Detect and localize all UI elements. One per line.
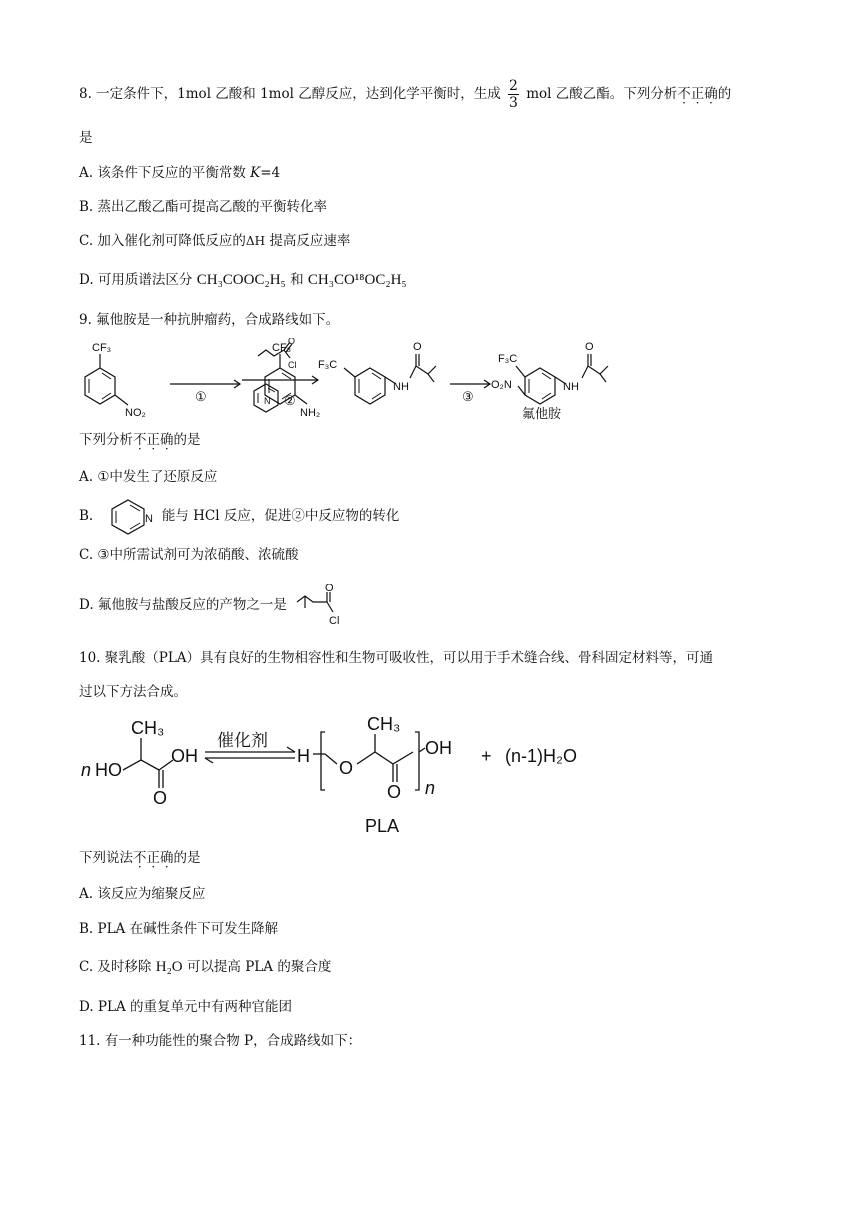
step-2-label: ② <box>284 393 296 408</box>
q10-ask <box>79 848 201 868</box>
q10-stem-line1: 10. 聚乳酸（PLA）具有良好的生物相容性和生物可吸收性，可以用于手术缝合线、骨科固定材料等，可通 <box>79 650 714 666</box>
q9-option-b <box>79 506 399 526</box>
catalyst-label: 催化剂 <box>217 731 268 750</box>
q9-stem: 9. 氟他胺是一种抗肿瘤药，合成路线如下。 <box>79 312 340 328</box>
q8-c-delta: ΔH <box>245 234 266 248</box>
plus-sign: + <box>481 746 492 766</box>
q8-stem <box>79 78 731 111</box>
q8-stem-line2: 是 <box>79 130 93 146</box>
oh-label-2: OH <box>425 738 452 758</box>
q8-option-c <box>79 231 350 251</box>
q8-stem-post: mol 乙酸乙酯。下列分析 <box>526 86 678 102</box>
q10-ask-pre: 下列说法 <box>79 850 133 866</box>
water-term: (n-1)H₂O <box>505 746 577 766</box>
ch3-label-1: CH₃ <box>131 718 165 738</box>
h-label: H <box>297 746 310 766</box>
q10-option-a: A. 该反应为缩聚反应 <box>79 886 206 902</box>
left-bracket <box>321 732 325 790</box>
q8-a-text: A. 该条件下反应的平衡常数 <box>79 165 246 181</box>
step-1-label: ① <box>195 389 207 404</box>
q10-pla-equation <box>75 712 615 840</box>
f3c-label-3: F₃C <box>318 359 338 371</box>
pyridine-n-label: N <box>264 396 271 406</box>
q9-emph-2: 正 <box>146 432 160 448</box>
q10-c-formula: H₂O <box>155 959 183 975</box>
q8-frac-num: 2 <box>509 78 518 94</box>
q9-option-c: C. ③中所需试剂可为浓硝酸、浓硫酸 <box>79 547 299 563</box>
q9-d-pre: D. 氟他胺与盐酸反应的产物之一是 <box>79 597 287 613</box>
q9-emph-3: 确 <box>160 432 174 448</box>
q8-c-post: 提高反应速率 <box>269 233 351 249</box>
acyl-cl-label: Cl <box>288 360 297 370</box>
o-label-3: O <box>413 341 422 353</box>
q8-c-pre: C. 加入催化剂可降低反应的 <box>79 233 246 249</box>
q8-a-k: K <box>250 165 261 181</box>
pyridine-structure <box>102 496 158 536</box>
q8-d-pre: D. 可用质谱法区分 <box>79 272 193 288</box>
q9-option-a: A. ①中发生了还原反应 <box>79 469 218 485</box>
nh-label-3: NH <box>393 381 409 393</box>
q10-emph-2: 正 <box>146 850 160 866</box>
q10-ask-post: 的是 <box>173 850 201 866</box>
f3c-label-4: F₃C <box>498 353 518 365</box>
q10-emph-3: 确 <box>160 850 174 866</box>
flutamide-label: 氟他胺 <box>522 406 562 421</box>
q8-option-b: B. 蒸出乙酸乙酯可提高乙酸的平衡转化率 <box>79 199 328 215</box>
cf3-label-2: CF₃ <box>272 342 292 354</box>
q8-d-formula-2: CH₃CO¹⁸OC₂H₅ <box>307 272 407 288</box>
q8-option-a <box>79 163 280 183</box>
o2n-label: O₂N <box>491 379 512 391</box>
isobutyryl-chloride-structure <box>293 584 349 628</box>
q8-d-and: 和 <box>290 272 304 288</box>
pyridine-n: N <box>144 512 153 525</box>
acyl-cl: Cl <box>329 614 340 627</box>
q10-option-d: D. PLA 的重复单元中有两种官能团 <box>79 999 293 1015</box>
q9-option-d <box>79 583 349 627</box>
q11-stem: 11. 有一种功能性的聚合物 P，合成路线如下： <box>79 1033 362 1049</box>
acyl-o-label: O <box>288 338 296 346</box>
q10-c-pre: C. 及时移除 <box>79 959 152 975</box>
q10-option-c <box>79 957 331 977</box>
q9-b-post: 能与 HCl 反应，促进②中反应物的转化 <box>161 508 400 524</box>
acyl-o: O <box>325 583 334 594</box>
q8-emph-1: 不 <box>677 86 691 102</box>
q10-c-post: 可以提高 PLA 的聚合度 <box>186 959 332 975</box>
q9-synthesis-scheme <box>70 338 630 426</box>
q10-option-b: B. PLA 在碱性条件下可发生降解 <box>79 921 279 937</box>
cf3-label-1: CF₃ <box>92 342 112 354</box>
pla-label: PLA <box>365 816 400 836</box>
right-bracket <box>415 732 419 790</box>
q8-frac-den: 3 <box>509 95 518 111</box>
q8-stem-pre: 8. 一定条件下，1mol 乙酸和 1mol 乙醇反应，达到化学平衡时，生成 <box>79 86 501 102</box>
q8-d-formula-1: CH₃COOC₂H₅ <box>196 272 286 288</box>
n-coefficient: n <box>81 760 92 780</box>
q8-fraction <box>508 78 519 111</box>
n-subscript: n <box>425 778 436 798</box>
q8-emph-2: 正 <box>690 86 705 102</box>
q10-stem-line2: 过以下方法合成。 <box>79 684 187 700</box>
q9-ask <box>79 430 201 450</box>
q8-option-d <box>79 270 407 290</box>
ch3-label-2: CH₃ <box>367 714 401 734</box>
no2-label-1: NO₂ <box>125 407 146 419</box>
q10-emph-1: 不 <box>133 850 147 866</box>
step-3-label: ③ <box>462 389 474 404</box>
q8-emph-3: 确 <box>704 86 718 102</box>
oh-label-1: OH <box>171 746 198 766</box>
q8-stem-end: 的 <box>717 86 732 102</box>
nh-label-4: NH <box>563 381 579 393</box>
ho-label: HO <box>95 760 122 780</box>
q9-b-pre: B. <box>79 508 94 524</box>
q9-ask-pre: 下列分析 <box>79 432 133 448</box>
q8-a-val: =4 <box>260 165 281 181</box>
q9-emph-1: 不 <box>133 432 147 448</box>
o-label-carbonyl: O <box>387 782 402 802</box>
q9-ask-post: 的是 <box>173 432 201 448</box>
o-label-1: O <box>153 788 168 808</box>
o-label-ether: O <box>339 758 354 778</box>
nh2-label: NH₂ <box>300 407 321 419</box>
o-label-4: O <box>585 341 594 353</box>
